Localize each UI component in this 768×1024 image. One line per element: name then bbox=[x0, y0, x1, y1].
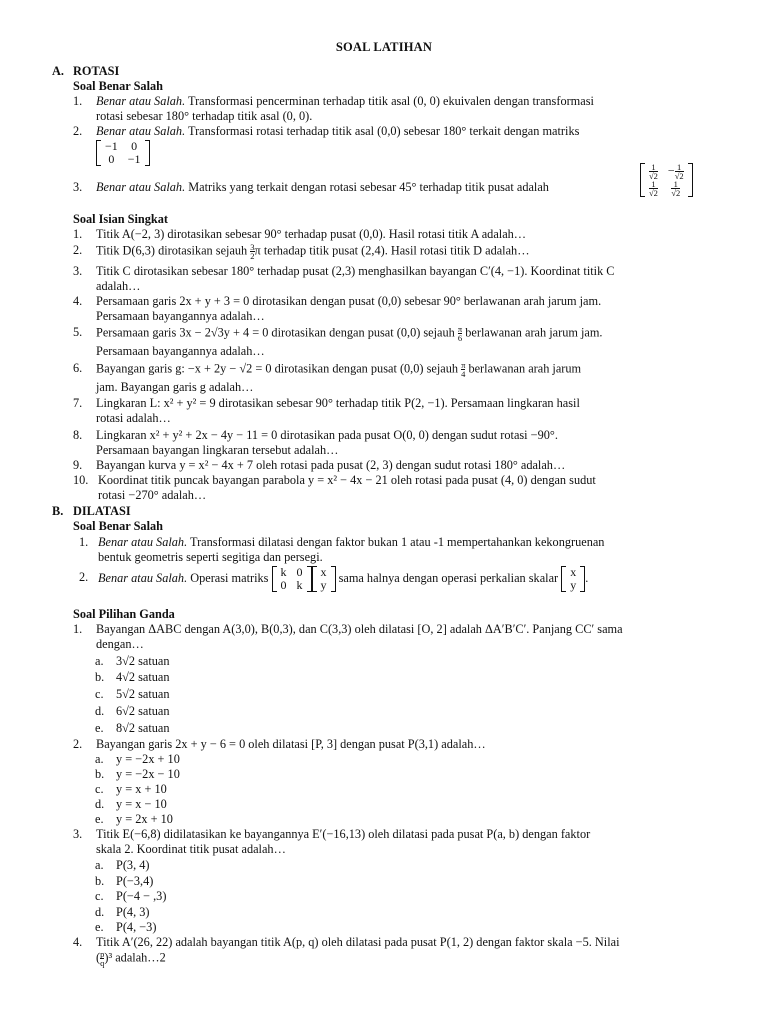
section-name: ROTASI bbox=[73, 64, 120, 78]
answer-option: c. y = x + 10 bbox=[95, 782, 167, 796]
question: 1. Titik A(−2, 3) dirotasikan sebesar 90° terhadap pusat (0,0). Hasil rotasi titik A adalah… bbox=[73, 227, 527, 241]
answer-option: a. 3√2 satuan bbox=[95, 654, 170, 668]
answer-option: a. P(3, 4) bbox=[95, 858, 150, 872]
question: 1. Benar atau Salah. Transformasi pencerminan terhadap titik asal (0, 0) ekuivalen dengan transformasi rotasi sebesar 180° terhadap titik asal (0, 0). bbox=[73, 94, 594, 123]
question: 2. Titik D(6,3) dirotasikan sejauh $\frac{3}{2}$ π terhadap titik pusat (2,4). Hasil rotasi titik D adalah… bbox=[73, 242, 530, 261]
section-b-heading: B. DILATASI bbox=[52, 504, 131, 518]
answer-option: e. 8√2 satuan bbox=[95, 721, 170, 735]
question: 4. Persamaan garis 2x + y + 3 = 0 dirotasikan dengan pusat (0,0) sebesar 90° berlawanan arah jarum jam. Persamaan bayangannya adalah… bbox=[73, 294, 602, 323]
section-letter: A. bbox=[52, 64, 64, 78]
question: 3. Titik E(−6,8) didilatasikan ke bayangannya E′(−16,13) oleh dilatasi pada pusat P(a, b) dengan faktor skala 2. Koordinat titik pusat adalah… bbox=[73, 827, 591, 856]
question: 4. Titik A′(26, 22) adalah bayangan titik A(p, q) oleh dilatasi pada pusat P(1, 2) dengan faktor skala −5. Nilai ( $\frac{p}{q}$ )³ adalah…2 bbox=[73, 935, 620, 968]
vector: x y bbox=[312, 566, 336, 592]
question: 2. Benar atau Salah. Operasi matriks k 0 0 k x y sama halnya dengan operasi perkalian skalar x y . bbox=[79, 565, 589, 592]
answer-option: a. y = −2x + 10 bbox=[95, 752, 180, 766]
answer-option: d. P(4, 3) bbox=[95, 905, 150, 919]
question: 2. Bayangan garis 2x + y − 6 = 0 oleh dilatasi [P, 3] dengan pusat P(3,1) adalah… bbox=[73, 737, 486, 751]
answer-option: b. 4√2 satuan bbox=[95, 670, 170, 684]
question: 2. Benar atau Salah. Transformasi rotasi terhadap titik asal (0,0) sebesar 180° terkait dengan matriks −1 0 0 −1 bbox=[73, 124, 580, 166]
answer-option: b. P(−3,4) bbox=[95, 874, 154, 888]
page-title: SOAL LATIHAN bbox=[335, 40, 433, 54]
question: 10. Koordinat titik puncak bayangan parabola y = x² − 4x − 21 oleh rotasi pada pusat (4, 0) dengan sudut rotasi −270° adalah… bbox=[73, 473, 596, 502]
answer-option: c. P(−4 − ,3) bbox=[95, 889, 167, 903]
answer-option: d. y = x − 10 bbox=[95, 797, 167, 811]
dilation-matrix: k 0 0 k bbox=[272, 566, 312, 592]
question: 8. Lingkaran x² + y² + 2x − 4y − 11 = 0 dirotasikan pada pusat O(0, 0) dengan sudut rotasi −90°. Persamaan bayangan lingkaran tersebut adalah… bbox=[73, 428, 558, 457]
rotation-45-matrix: $\frac{1}{√2}$ − $\frac{1}{√2}$ $\frac{1}{√2}$ $\frac{1}{√2}$ bbox=[640, 163, 693, 197]
question: 1. Benar atau Salah. Transformasi dilatasi dengan faktor bukan 1 atau -1 mempertahankan kekongruenan bentuk geometris seperti segitiga dan persegi. bbox=[79, 535, 605, 564]
vector: x y bbox=[561, 566, 585, 592]
subheading-benar-salah: Soal Benar Salah bbox=[73, 79, 163, 93]
subheading-pilihan-ganda: Soal Pilihan Ganda bbox=[73, 607, 175, 621]
question: 3. Titik C dirotasikan sebesar 180° terhadap pusat (2,3) menghasilkan bayangan C′(4, −1). Koordinat titik C adalah… bbox=[73, 264, 615, 293]
question: 9. Bayangan kurva y = x² − 4x + 7 oleh rotasi pada pusat (2, 3) dengan sudut rotasi 180° adalah… bbox=[73, 458, 566, 472]
subheading-benar-salah: Soal Benar Salah bbox=[73, 519, 163, 533]
answer-option: e. y = 2x + 10 bbox=[95, 812, 173, 826]
question: 1. Bayangan ΔABC dengan A(3,0), B(0,3), dan C(3,3) oleh dilatasi [O, 2] adalah ΔA′B′C′. Panjang CC′ sama dengan… bbox=[73, 622, 623, 651]
section-a-heading bbox=[52, 64, 119, 79]
question: 3. Benar atau Salah. Matriks yang terkait dengan rotasi sebesar 45° terhadap titik pusat adalah bbox=[73, 180, 549, 194]
question: 7. Lingkaran L: x² + y² = 9 dirotasikan sebesar 90° terhadap titik P(2, −1). Persamaan lingkaran hasil rotasi adalah… bbox=[73, 396, 580, 425]
rotation-matrix: −1 0 0 −1 bbox=[96, 140, 150, 166]
answer-option: e. P(4, −3) bbox=[95, 920, 157, 934]
answer-option: d. 6√2 satuan bbox=[95, 704, 170, 718]
answer-option: c. 5√2 satuan bbox=[95, 687, 170, 701]
answer-option: b. y = −2x − 10 bbox=[95, 767, 180, 781]
question: 5. Persamaan garis 3x − 2√3y + 4 = 0 dirotasikan dengan pusat (0,0) sejauh $\frac{\pi}{6}$ berlawanan arah jarum jam. Persamaan bayangannya adalah… bbox=[73, 324, 603, 358]
question: 6. Bayangan garis g: −x + 2y − √2 = 0 dirotasikan dengan pusat (0,0) sejauh $\frac{\pi}{4}$ berlawanan arah jarum jam. Bayangan garis g adalah… bbox=[73, 360, 582, 394]
subheading-isian-singkat: Soal Isian Singkat bbox=[73, 212, 169, 226]
